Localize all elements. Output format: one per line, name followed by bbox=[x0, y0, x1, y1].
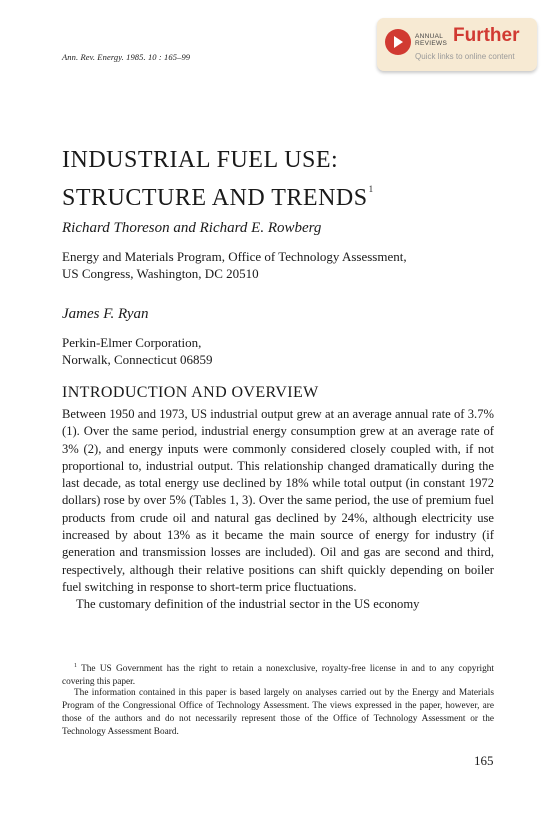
journal-citation: Ann. Rev. Energy. 1985. 10 : 165–99 bbox=[62, 52, 191, 62]
footnote-1 bbox=[62, 660, 494, 689]
author-names: Richard Thoreson and Richard E. Rowberg bbox=[62, 220, 322, 236]
footnote-1-text: The US Government has the right to retain a nonexclusive, royalty-free license in and to any copyright covering this paper. bbox=[62, 664, 494, 688]
further-label[interactable]: Further bbox=[453, 25, 520, 46]
affiliation-line-1: Energy and Materials Program, Office of Technology Assessment, bbox=[62, 249, 407, 264]
brand-line-2: REVIEWS bbox=[415, 40, 448, 47]
author-affiliation bbox=[62, 248, 407, 282]
affiliation-line-2: US Congress, Washington, DC 20510 bbox=[62, 266, 259, 281]
footnote-2: The information contained in this paper is based largely on analyses carried out by the Energy and Materials Program of the Congressional Office of Technology Assessment. The views expressed in the paper, however, are those of the authors and do not necessarily represent those of the Office of Technology Assessment or the Technology Assessment Board. bbox=[62, 688, 494, 737]
paragraph-2: The customary definition of the industrial sector in the US economy bbox=[76, 597, 420, 612]
banner-tagline: Quick links to online content bbox=[415, 52, 515, 61]
affiliation-line-1: Perkin-Elmer Corporation, bbox=[62, 335, 202, 350]
author-names: James F. Ryan bbox=[62, 306, 149, 322]
further-reading-banner[interactable] bbox=[377, 18, 537, 71]
paragraph-1: Between 1950 and 1973, US industrial output grew at an average annual rate of 3.7% (1). Over the same period, industrial energy consumption grew at an average rate of 3% (2), and energy inputs were commonly considered closely coupled with, if not proportional to, industrial output. This relationship changed dramatically during the last decade, as total energy use declined by 18% while total output (in constant 1972 dollars) rose by over 5% (Tables 1, 3). Over the same period, the use of premium fuel products from crude oil and natural gas declined by 24%, although electricity use increased by about 13% as it became the main source of energy for industry (if generation and transmission losses are included). Oil and gas are second and third, respectively, although their relative positions can shift quickly depending on boiler fuel switching in response to short-term price fluctuations. bbox=[62, 407, 494, 594]
title-line-2: STRUCTURE AND TRENDS bbox=[62, 185, 368, 211]
article-title bbox=[62, 146, 374, 213]
author-affiliation bbox=[62, 334, 213, 368]
title-footnote-mark[interactable]: 1 bbox=[368, 184, 374, 194]
brand-line-1: ANNUAL bbox=[415, 33, 444, 40]
page-number: 165 bbox=[474, 753, 494, 768]
body-paragraph bbox=[62, 406, 494, 614]
annual-reviews-logo-icon bbox=[385, 29, 411, 55]
annual-reviews-brand bbox=[415, 33, 447, 47]
section-heading: INTRODUCTION AND OVERVIEW bbox=[62, 384, 319, 401]
affiliation-line-2: Norwalk, Connecticut 06859 bbox=[62, 352, 213, 367]
footnote-mark: 1 bbox=[74, 663, 77, 669]
title-line-1: INDUSTRIAL FUEL USE: bbox=[62, 147, 339, 173]
